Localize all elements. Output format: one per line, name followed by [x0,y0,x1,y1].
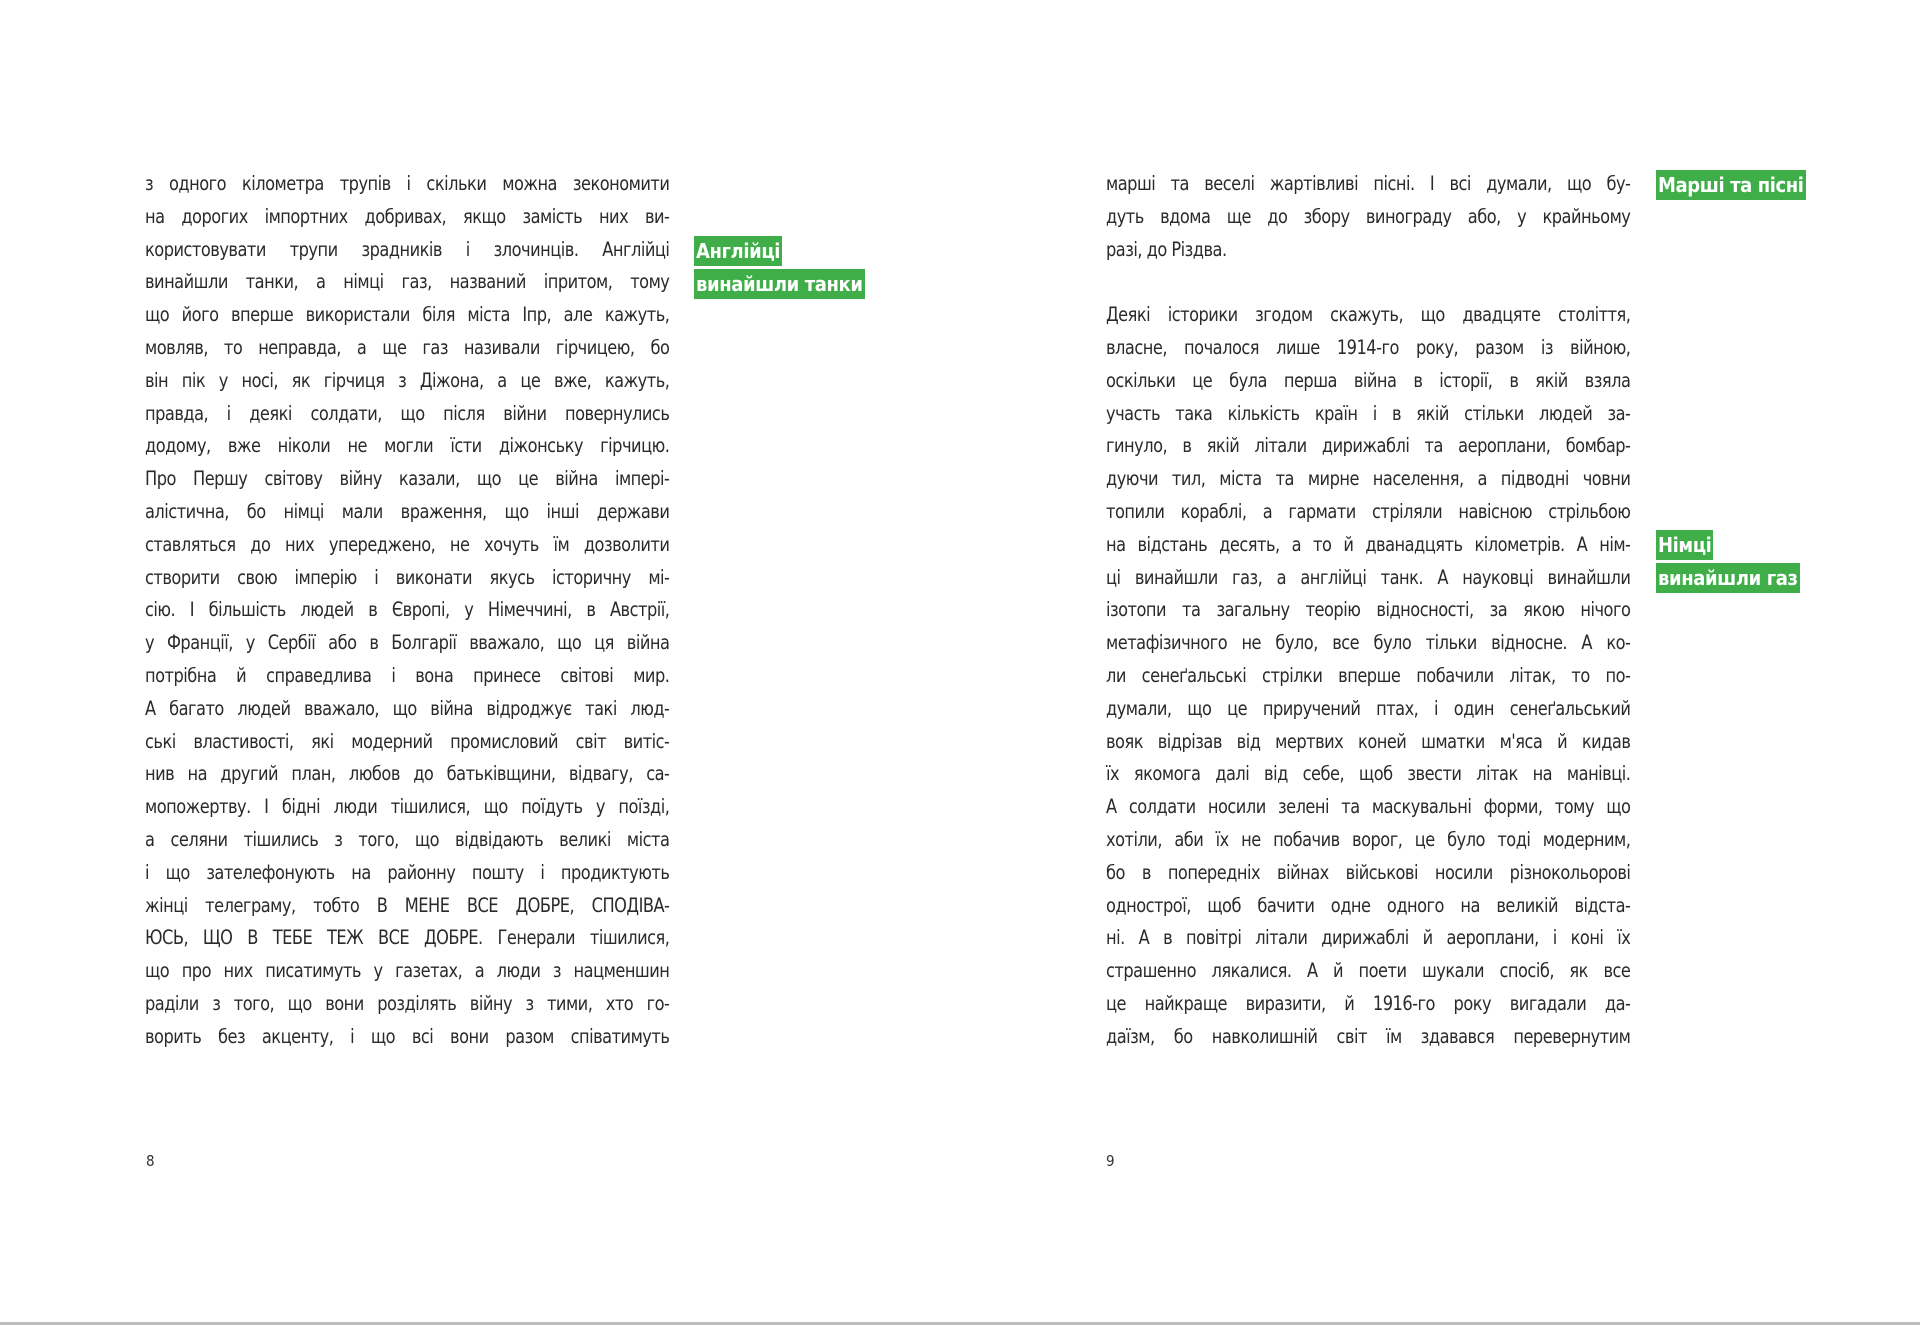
text-line: даїзм, бо навколишній світ їм здавався перевернутим [1106,1024,1631,1048]
text-line: жінці телеграму, тобто В МЕНЕ ВСЕ ДОБРЕ, СПОДІВА- [145,893,670,917]
text-line: гинуло, в якій літали дирижаблі та аероплани, бомбар- [1106,434,1631,458]
text-line: і що зателефонують на районну пошту і продиктують [145,860,670,884]
text-line: власне, почалося лише 1914-го року, разом із війною, [1106,335,1631,359]
text-line: А солдати носили зелені та маскувальні форми, тому що [1106,795,1631,819]
text-line: що його вперше використали біля міста Іпр, але кажуть, [145,303,670,327]
text-line: у Франції, у Сербії або в Болгарії вважало, що ця війна [145,631,670,655]
margin-note-line: винайшли газ [1656,563,1800,593]
text-line: Про Першу світову війну казали, що це війна імпері- [145,467,670,491]
text-line: оскільки це була перша війна в історії, в якій взяла [1106,368,1631,392]
text-line: вояк відрізав від мертвих коней шматки м'яса й кидав [1106,729,1631,753]
text-line: дуючи тил, міста та мирне населення, а підводні човни [1106,467,1631,491]
left-page [0,0,960,1322]
text-line: марші та веселі жартівливі пісні. І всі думали, що бу- [1106,172,1631,195]
text-line: страшенно лякалися. А й поети шукали спосіб, як все [1106,959,1631,983]
text-line: винайшли танки, а німці газ, названий іпритом, тому [145,270,670,294]
text-line: ставляться до них упереджено, не хочуть їм дозволити [145,532,670,556]
margin-note-line: Англійці [694,236,782,266]
text-line: разі, до Різдва. [1106,237,1227,261]
text-line: метафізичного не було, все було тільки відносне. А ко- [1106,631,1631,655]
text-line: ні. А в повітрі літали дирижаблі й аероплани, і коні їх [1106,926,1631,950]
text-line: мопожертву. І бідні люди тішилися, що поїдуть у поїзді, [145,795,670,819]
text-line: топили кораблі, а гармати стріляли навісною стрільбою [1106,499,1631,523]
text-line: ські властивості, які модерний промисловий світ витіс- [145,729,670,753]
margin-note-line: Марші та пісні [1656,170,1806,200]
right-body-text [1106,168,1630,1054]
text-line: ЮСЬ, ЩО В ТЕБЕ ТЕЖ ВСЕ ДОБРЕ. Генерали тішилися, [145,926,670,950]
text-line: однострої, щоб бачити одне одного на великій відста- [1106,893,1631,917]
text-line: алістична, бо німці мали враження, що інші держави [145,499,670,523]
text-line: нив на другий план, любов до батьківщини, відвагу, са- [145,762,670,786]
text-line: ворить без акценту, і що всі вони разом співатимуть [145,1024,670,1048]
text-line: сію. І більшість людей в Європі, у Німеччині, в Австрії, [145,598,670,622]
text-line: це найкраще виразити, й 1916-го року вигадали да- [1106,991,1631,1015]
right-margin-note-gas [1656,530,1800,596]
margin-note-line: Німці [1656,530,1713,560]
text-line: створити свою імперію і виконати якусь історичну мі- [145,565,670,589]
text-line: потрібна й справедлива і вона принесе світові мир. [145,663,670,687]
right-page [960,0,1920,1322]
text-line: ли сенеґальські стрілки вперше побачили літак, то по- [1106,663,1631,687]
page-number: 9 [1106,1152,1115,1170]
text-line: користовувати трупи зрадників і злочинців. Англійці [145,237,670,261]
text-line: ці винайшли газ, а англійці танк. А науковці винайшли [1106,565,1631,589]
text-line: участь така кількість країн і в якій стільки людей за- [1106,401,1631,425]
text-line: бо в попередніх війнах військові носили різнокольорові [1106,860,1631,884]
text-line: що про них писатимуть у газетах, а люди з нацменшин [145,959,670,983]
text-line: правда, і деякі солдати, що після війни повернулись [145,401,670,425]
right-margin-note-marches [1656,170,1806,203]
margin-note-line: винайшли танки [694,269,865,299]
text-line: з одного кілометра трупів і скільки можна зекономити [145,172,670,195]
page-number: 8 [146,1152,155,1170]
text-line: А багато людей вважало, що війна відроджує такі люд- [145,696,670,720]
text-line: мовляв, то неправда, а ще газ називали гірчицею, бо [145,335,670,359]
text-line: думали, що це приручений птах, і один сенеґальський [1106,696,1631,720]
text-line: Деякі історики згодом скажуть, що двадцяте століття, [1106,303,1631,327]
text-line: на дорогих імпортних добривах, якщо замість них ви- [145,204,670,228]
paragraph-gap [1106,266,1630,299]
text-line: хотіли, аби їх не побачив ворог, це було тоді модерним, [1106,827,1631,851]
bottom-divider [0,1322,1920,1325]
text-line: а селяни тішились з того, що відвідають великі міста [145,827,670,851]
text-line: на відстань десять, а то й дванадцять кілометрів. А нім- [1106,532,1631,556]
left-margin-note [694,236,865,302]
text-line: він пік у носі, як гірчиця з Діжона, а це вже, кажуть, [145,368,670,392]
text-line: додому, вже ніколи не могли їсти діжонську гірчицю. [145,434,670,458]
text-line: дуть вдома ще до збору винограду або, у крайньому [1106,204,1631,228]
text-line: ізотопи та загальну теорію відносності, за якою нічого [1106,598,1631,622]
text-line: їх якомога далі від себе, щоб звести літак на манівці. [1106,762,1631,786]
left-body-text [145,168,669,1054]
text-line: раділи з того, що вони розділять війну з тими, хто го- [145,991,670,1015]
